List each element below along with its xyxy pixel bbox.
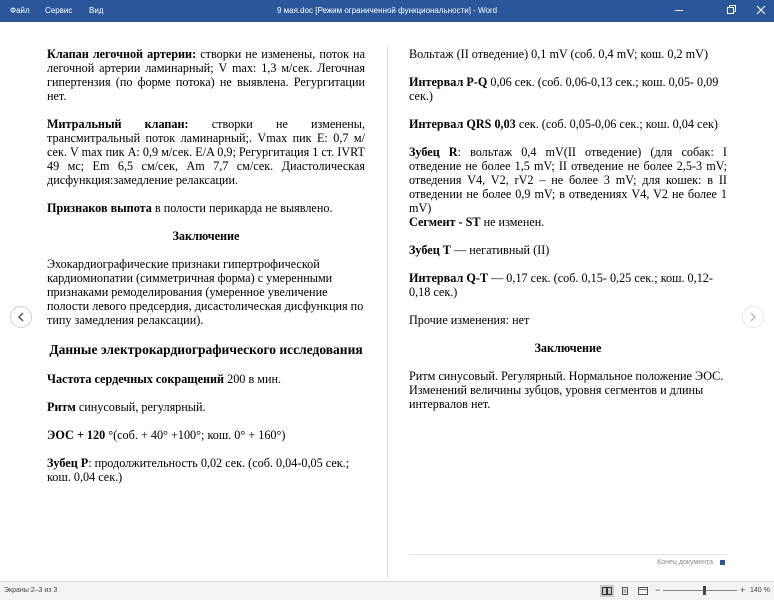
read-mode-icon: [600, 587, 614, 595]
st-segment-text: не изменен.: [480, 215, 545, 229]
zoom-level[interactable]: 140 %: [750, 587, 770, 594]
zoom-in-button[interactable]: +: [740, 585, 746, 595]
read-mode-button[interactable]: [600, 585, 614, 597]
status-bar: [0, 581, 774, 600]
end-of-document-label: Конец документа: [657, 559, 713, 566]
zoom-out-button[interactable]: −: [655, 585, 661, 595]
qt-interval-text: — 0,17 сек. (соб. 0,15- 0,25 сек.; кош. 0,12-0,18 сек.): [409, 271, 713, 299]
pq-interval-heading: Интервал P-Q: [409, 75, 488, 89]
pulmonary-valve-text: створки не изменены, поток на легочной артерии ламинарный; V max: 1,3 м/сек. Легочная гипертензия (по форме потока) не выявлена. Регургитации нет.: [47, 47, 365, 103]
menu-view[interactable]: Вид: [89, 6, 104, 15]
title-bar: [0, 0, 774, 22]
ecg-conclusion-text: Ритм синусовый. Регулярный. Нормальное положение ЭОС. Изменений величины зубцов, уровня сегментов и длины интервалов нет.: [409, 369, 724, 411]
reading-area: [0, 22, 774, 581]
qt-interval-paragraph: [409, 271, 727, 299]
r-wave-paragraph: [409, 145, 727, 215]
st-segment-paragraph: [409, 215, 727, 229]
heart-rate-heading: Частота сердечных сокращений: [47, 372, 225, 386]
left-page-column: [47, 47, 365, 498]
qrs-interval-text: сек. (соб. 0,05-0,06 сек.; кош. 0,04 сек): [515, 117, 718, 131]
p-wave-heading: Зубец Р: [47, 456, 89, 470]
qrs-interval-heading: Интервал QRS 0,03: [409, 117, 516, 131]
r-wave-text: : вольтаж 0,4 mV(II отведение) (для собак: I отведение не более 1,5 mV; II отведение не более 2,5-3 mV; отведения V4, V2, rV2 – не более 3 mV; для кошек: в II отведении не более 0,9 mV; в отведениях V4, V2 не более 1 mV): [409, 145, 727, 215]
r-wave-heading: Зубец R: [409, 145, 458, 159]
menu-file[interactable]: Файл: [10, 6, 30, 15]
electrical-axis-heading: ЭОС + 120: [47, 428, 106, 442]
echo-conclusion-text: Эхокардиографические признаки гипертрофической кардиомиопатии (симметричная форма) с умеренными признаками ремоделирования (умеренное увеличение полости левого предсердия, дисастолическая дисфункция по типу замедления релаксации).: [47, 257, 364, 327]
pulmonary-valve-heading: Клапан легочной артерии:: [47, 47, 197, 61]
zoom-slider[interactable]: [663, 590, 737, 591]
minimize-icon[interactable]: [672, 4, 686, 16]
electrical-axis-text: °(соб. + 40° +100°; кош. 0° + 160°): [105, 428, 286, 442]
electrical-axis-paragraph: [47, 428, 365, 442]
close-icon[interactable]: [754, 4, 768, 16]
screen-count: Экраны 2–3 из 3: [4, 587, 58, 594]
t-wave-paragraph: [409, 243, 727, 257]
pq-interval-text: 0,06 сек. (соб. 0,06-0,13 сек.; кош. 0,05- 0,09 сек.): [409, 75, 719, 103]
qt-interval-heading: Интервал Q-T: [409, 271, 489, 285]
end-of-document-square: [720, 560, 725, 565]
web-layout-button[interactable]: [636, 585, 650, 597]
web-layout-icon: [636, 587, 650, 595]
heart-rate-text: 200 в мин.: [224, 372, 282, 386]
echo-conclusion-heading: Заключение: [172, 229, 240, 243]
heart-rate-paragraph: [47, 372, 365, 386]
chevron-right-icon: [743, 311, 763, 323]
pq-interval-paragraph: [409, 75, 727, 103]
other-changes-paragraph: Прочие изменения: нет: [409, 313, 530, 327]
menu-tools[interactable]: Сервис: [45, 6, 73, 15]
effusion-heading: Признаков выпота: [47, 201, 152, 215]
mitral-valve-heading: Митральный клапан:: [47, 117, 189, 131]
mitral-valve-text: створки не изменены, трансмитральный поток ламинарный;. Vmax пик E: 0,7 м/сек. V max пик A: 0,9 м/сек. E/A 0,9; Регургитация 1 ст. IVRT 49 мс; Em 6,5 см/сек, Am 7,7 см/сек. Диастолическая дисфункция:замедление релаксации.: [47, 117, 365, 187]
effusion-paragraph: [47, 201, 365, 215]
ecg-conclusion-heading: Заключение: [534, 341, 602, 355]
next-screen-button[interactable]: [742, 306, 764, 328]
end-of-document-marker: [409, 554, 727, 566]
rhythm-heading: Ритм: [47, 400, 76, 414]
p-wave-text: : продолжительность 0,02 сек. (соб. 0,04-0,05 сек.; кош. 0,04 сек.): [47, 456, 350, 484]
mitral-valve-paragraph: [47, 117, 365, 187]
chevron-left-icon: [11, 311, 31, 323]
window-title: 9 мая.doc [Режим ограниченной функциональности] - Word: [276, 6, 498, 15]
t-wave-text: — негативный (II): [450, 243, 550, 257]
qrs-interval-paragraph: [409, 117, 727, 131]
rhythm-paragraph: [47, 400, 365, 414]
p-wave-paragraph: [47, 456, 365, 484]
previous-screen-button[interactable]: [10, 306, 32, 328]
t-wave-heading: Зубец Т: [409, 243, 451, 257]
restore-icon[interactable]: [724, 4, 738, 16]
voltage-paragraph: Вольтаж (II отведение) 0,1 mV (соб. 0,4 mV; кош. 0,2 mV): [409, 47, 709, 61]
print-layout-button[interactable]: [618, 585, 632, 597]
column-divider: [387, 46, 388, 578]
ecg-section-heading: Данные электрокардиографического исследования: [49, 342, 363, 357]
print-layout-icon: [618, 587, 632, 595]
zoom-slider-thumb[interactable]: [703, 586, 706, 595]
rhythm-text: синусовый, регулярный.: [75, 400, 206, 414]
right-page-column: [409, 47, 727, 425]
pulmonary-valve-paragraph: [47, 47, 365, 103]
st-segment-heading: Сегмент - ST: [409, 215, 481, 229]
effusion-text: в полости перикарда не выявлено.: [151, 201, 333, 215]
